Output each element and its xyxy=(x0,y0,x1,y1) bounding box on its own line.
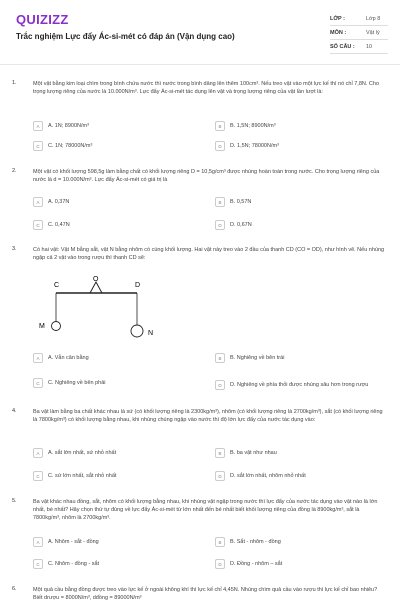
question-number: 3. xyxy=(12,246,17,252)
option-b[interactable] xyxy=(215,445,385,461)
quizizz-logo: QUIZIZZ xyxy=(16,12,69,27)
option-letter: A xyxy=(33,537,43,547)
option-letter: B xyxy=(215,121,225,131)
option-text: B. Nghiêng về bên trái xyxy=(230,354,285,361)
question-text: Có hai vật: Vật M bằng sắt, vật N bằng nhôm có cùng khối lượng. Hai vật này treo vào 2 đầu của thanh CD (CO = OD), như hình vẽ. Nếu nhúng ngập cả 2 vật vào trong rượu thì thanh CD sẽ: xyxy=(33,247,385,262)
option-b[interactable] xyxy=(215,194,385,210)
option-a[interactable] xyxy=(33,445,203,461)
option-letter: C xyxy=(33,220,43,230)
option-letter: D xyxy=(215,559,225,569)
question-number: 6. xyxy=(12,586,17,592)
option-text: D. sắt lớn nhất, nhôm nhỏ nhất xyxy=(230,472,306,479)
option-letter: C xyxy=(33,141,43,151)
option-text: B. 0,57N xyxy=(230,198,252,205)
meta-value: 10 xyxy=(366,43,373,50)
option-c[interactable] xyxy=(33,556,203,572)
option-a[interactable] xyxy=(33,534,203,550)
option-letter: A xyxy=(33,353,43,363)
question-text: Một vật bằng kim loại chìm trong bình chứa nước thì nước trong bình dâng lên thêm 100cm³. Nếu treo vật vào một lực kế thì nó chỉ 7,8N. Cho trọng lượng riêng của nước là 10.000N/m³. Lực đẩy Ác-si-mét tác dụng lên vật và trọng lượng riêng của vật lần lượt là: xyxy=(33,81,380,96)
option-text: C. Nghiêng về bên phải xyxy=(48,379,106,386)
question-number: 5. xyxy=(12,498,17,504)
option-letter: C xyxy=(33,378,43,388)
option-d[interactable] xyxy=(215,556,385,572)
option-b[interactable] xyxy=(215,350,385,366)
option-c[interactable] xyxy=(33,217,203,233)
option-letter: A xyxy=(33,448,43,458)
pivot-o xyxy=(90,282,102,293)
meta-label: MÔN : xyxy=(330,29,347,36)
option-text: A. 0,37N xyxy=(48,198,70,205)
option-a[interactable] xyxy=(33,350,203,366)
option-a[interactable] xyxy=(33,194,203,210)
option-text: C. sứ lớn nhất, sắt nhỏ nhất xyxy=(48,472,117,479)
option-a[interactable] xyxy=(33,118,203,134)
label-o: O xyxy=(93,276,99,283)
option-text: B. ba vật như nhau xyxy=(230,449,277,456)
label-n: N xyxy=(148,330,154,337)
label-c: C xyxy=(54,282,60,289)
option-letter: D xyxy=(215,141,225,151)
option-letter: D xyxy=(215,471,225,481)
option-text: C. Nhôm - đồng - sắt xyxy=(48,560,100,567)
option-letter: B xyxy=(215,448,225,458)
question-text: Một vật có khối lượng 598,5g làm bằng chất có khối lượng riêng D = 10,5g/cm³ được nhúng hoàn toàn trong nước. Cho trọng lượng riêng của nước là d = 10.000N/m³. Lực đẩy Ác-si-mét có giá trị là xyxy=(33,169,380,184)
option-text: C. 1N; 78000N/m³ xyxy=(48,142,93,149)
label-m: M xyxy=(39,323,45,330)
meta-label: SỐ CÂU : xyxy=(330,43,355,50)
question-number: 1. xyxy=(12,80,17,86)
option-d[interactable] xyxy=(215,468,385,484)
option-letter: B xyxy=(215,537,225,547)
ball-m xyxy=(52,322,61,331)
option-text: D. Đồng - nhôm – sắt xyxy=(230,560,283,567)
question-text: Ba vật khác nhau đồng, sắt, nhôm có khối lượng bằng nhau, khi nhúng vật ngập trong nước thì lực đẩy của nước tác dụng vào vật nào là lớn nhất, bé nhất? Hãy chọn thứ tự đúng về lực đẩy Ác-si-mét từ lớn nhất đến bé nhất biết khối lượng riêng của đồng là 8900kg/m³, sắt là 7800kg/m³, nhôm là 2700kg/m³. xyxy=(33,499,378,522)
ball-n xyxy=(131,325,143,337)
meta-label: LỚP : xyxy=(330,15,345,22)
lever-figure xyxy=(34,276,164,348)
meta-row-subject xyxy=(330,26,388,40)
option-b[interactable] xyxy=(215,118,385,134)
label-d: D xyxy=(135,282,141,289)
question-number: 2. xyxy=(12,168,17,174)
option-b[interactable] xyxy=(215,534,385,550)
option-text: A. 1N; 8900N/m³ xyxy=(48,122,89,129)
option-text: D. 1,5N; 78000N/m³ xyxy=(230,142,279,149)
option-letter: A xyxy=(33,197,43,207)
worksheet-header xyxy=(0,0,400,65)
meta-value: Lớp 8 xyxy=(366,15,381,22)
option-text: B. 1,5N; 8900N/m³ xyxy=(230,122,276,129)
option-text: D. 0,67N xyxy=(230,221,252,228)
meta-info xyxy=(330,12,388,54)
page-title: Trắc nghiệm Lực đẩy Ác-si-mét có đáp án (Vận dụng cao) xyxy=(16,32,235,41)
option-text: A. Vẫn cân bằng xyxy=(48,354,89,361)
option-c[interactable] xyxy=(33,138,203,154)
option-text: D. Nghiêng về phía thỏi được nhúng sâu hơn trong rượu xyxy=(230,381,369,388)
option-c[interactable] xyxy=(33,375,203,391)
option-letter: B xyxy=(215,353,225,363)
question-text: Ba vật làm bằng ba chất khác nhau là sứ (có khối lượng riêng là 2300kg/m³), nhôm (có khối lượng riêng là 2700kg/m³), sắt (có khối lượng riêng là 7800kg/m³) có khối lượng bằng nhau, khi nhúng chúng ngập vào nước thì độ lớn lực đẩy của nước tác dụng vào: xyxy=(33,409,383,424)
option-text: B. Sắt - nhôm - đồng xyxy=(230,538,281,545)
option-d[interactable] xyxy=(215,138,385,154)
option-d[interactable] xyxy=(215,217,385,233)
option-text: A. sắt lớn nhất, sứ nhỏ nhất xyxy=(48,449,117,456)
question-number: 4. xyxy=(12,408,17,414)
option-d[interactable] xyxy=(215,375,385,395)
meta-row-count xyxy=(330,40,388,54)
option-letter: D xyxy=(215,380,225,390)
option-letter: C xyxy=(33,559,43,569)
meta-value: Vật lý xyxy=(366,29,380,36)
option-letter: B xyxy=(215,197,225,207)
meta-row-class xyxy=(330,12,388,26)
option-text: C. 0,47N xyxy=(48,221,70,228)
option-letter: D xyxy=(215,220,225,230)
option-c[interactable] xyxy=(33,468,203,484)
question-text: Một quả cầu bằng đồng được treo vào lực kế ở ngoài không khí thì lực kế chỉ 4,45N. Nhúng chìm quả cầu vào rượu thì lực kế chỉ bao nhiêu? Biết drượu = 8000N/m³, dđồng = 89000N/m³ xyxy=(33,587,378,602)
option-letter: C xyxy=(33,471,43,481)
option-text: A. Nhôm - sắt - đồng xyxy=(48,538,99,545)
option-letter: A xyxy=(33,121,43,131)
